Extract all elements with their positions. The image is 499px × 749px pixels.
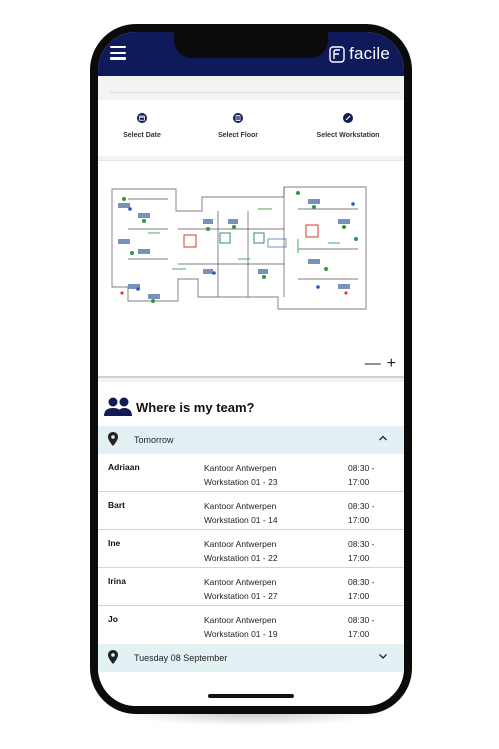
selector-bar: [98, 100, 404, 156]
location-pin-icon: [108, 432, 118, 446]
member-time-start: 08:30 -: [348, 463, 375, 473]
zoom-in-button[interactable]: +: [386, 355, 396, 372]
select-workstation-button[interactable]: [298, 110, 398, 139]
member-time-start: 08:30 -: [348, 615, 375, 625]
select-date-label: Select Date: [123, 132, 161, 139]
day-label: Tomorrow: [134, 435, 174, 445]
member-time: [348, 537, 374, 565]
team-section: [98, 382, 404, 706]
member-time-start: 08:30 -: [348, 577, 375, 587]
zoom-out-button[interactable]: —: [364, 355, 381, 372]
calendar-icon: [137, 113, 147, 123]
day-header-tuesday[interactable]: [98, 644, 404, 672]
day-label: Tuesday 08 September: [134, 653, 228, 663]
member-office: Kantoor Antwerpen: [204, 501, 277, 511]
member-time: [348, 461, 374, 489]
member-location: [204, 499, 278, 527]
team-member-row: [98, 568, 404, 606]
select-floor-label: Select Floor: [217, 132, 259, 139]
member-time-start: 08:30 -: [348, 539, 375, 549]
member-office: Kantoor Antwerpen: [204, 463, 277, 473]
member-time: [348, 613, 374, 641]
team-member-row: [98, 530, 404, 568]
select-workstation-label: Select Workstation: [316, 132, 380, 139]
brand-name: facile: [349, 44, 390, 63]
select-date-button[interactable]: [98, 110, 192, 139]
member-workstation: Workstation 01 - 19: [204, 629, 278, 639]
member-name: Ine: [108, 538, 121, 548]
main-content: [98, 76, 404, 706]
chevron-up-icon[interactable]: [378, 433, 388, 443]
team-member-row: [98, 606, 404, 644]
building-icon: [233, 113, 243, 123]
member-office: Kantoor Antwerpen: [204, 577, 277, 587]
member-location: [204, 613, 278, 641]
select-floor-button[interactable]: [188, 110, 288, 139]
member-workstation: Workstation 01 - 27: [204, 591, 278, 601]
phone-frame: [90, 24, 412, 714]
member-workstation: Workstation 01 - 22: [204, 553, 278, 563]
member-time-end: 17:00: [348, 515, 370, 525]
member-time-end: 17:00: [348, 477, 370, 487]
member-name: Jo: [108, 614, 118, 624]
member-time-end: 17:00: [348, 629, 370, 639]
team-member-row: [98, 454, 404, 492]
member-location: [204, 575, 278, 603]
people-icon: [104, 396, 132, 418]
team-header: [104, 396, 255, 418]
member-time-start: 08:30 -: [348, 501, 375, 511]
chevron-down-icon[interactable]: [378, 651, 388, 661]
team-title: Where is my team?: [136, 399, 255, 415]
brand-mark-icon: [329, 46, 345, 63]
member-workstation: Workstation 01 - 14: [204, 515, 278, 525]
divider: [110, 92, 400, 93]
member-office: Kantoor Antwerpen: [204, 539, 277, 549]
phone-screen: [98, 32, 404, 706]
floor-plan-map[interactable]: [98, 160, 404, 378]
day-header-tomorrow[interactable]: [98, 426, 404, 454]
member-name: Irina: [108, 576, 126, 586]
member-time: [348, 499, 374, 527]
hamburger-menu-icon[interactable]: [110, 46, 126, 59]
member-office: Kantoor Antwerpen: [204, 615, 277, 625]
member-name: Adriaan: [108, 462, 140, 472]
home-indicator: [208, 694, 294, 698]
phone-notch: [174, 32, 328, 58]
member-workstation: Workstation 01 - 23: [204, 477, 278, 487]
pencil-icon: [343, 113, 353, 123]
location-pin-icon: [108, 650, 118, 664]
team-member-row: [98, 492, 404, 530]
member-time-end: 17:00: [348, 553, 370, 563]
member-location: [204, 461, 278, 489]
member-time-end: 17:00: [348, 591, 370, 601]
member-location: [204, 537, 278, 565]
brand-logo: [329, 44, 390, 64]
member-time: [348, 575, 374, 603]
floor-plan-drawing: [108, 169, 374, 344]
member-name: Bart: [108, 500, 126, 510]
zoom-controls: [365, 356, 396, 372]
